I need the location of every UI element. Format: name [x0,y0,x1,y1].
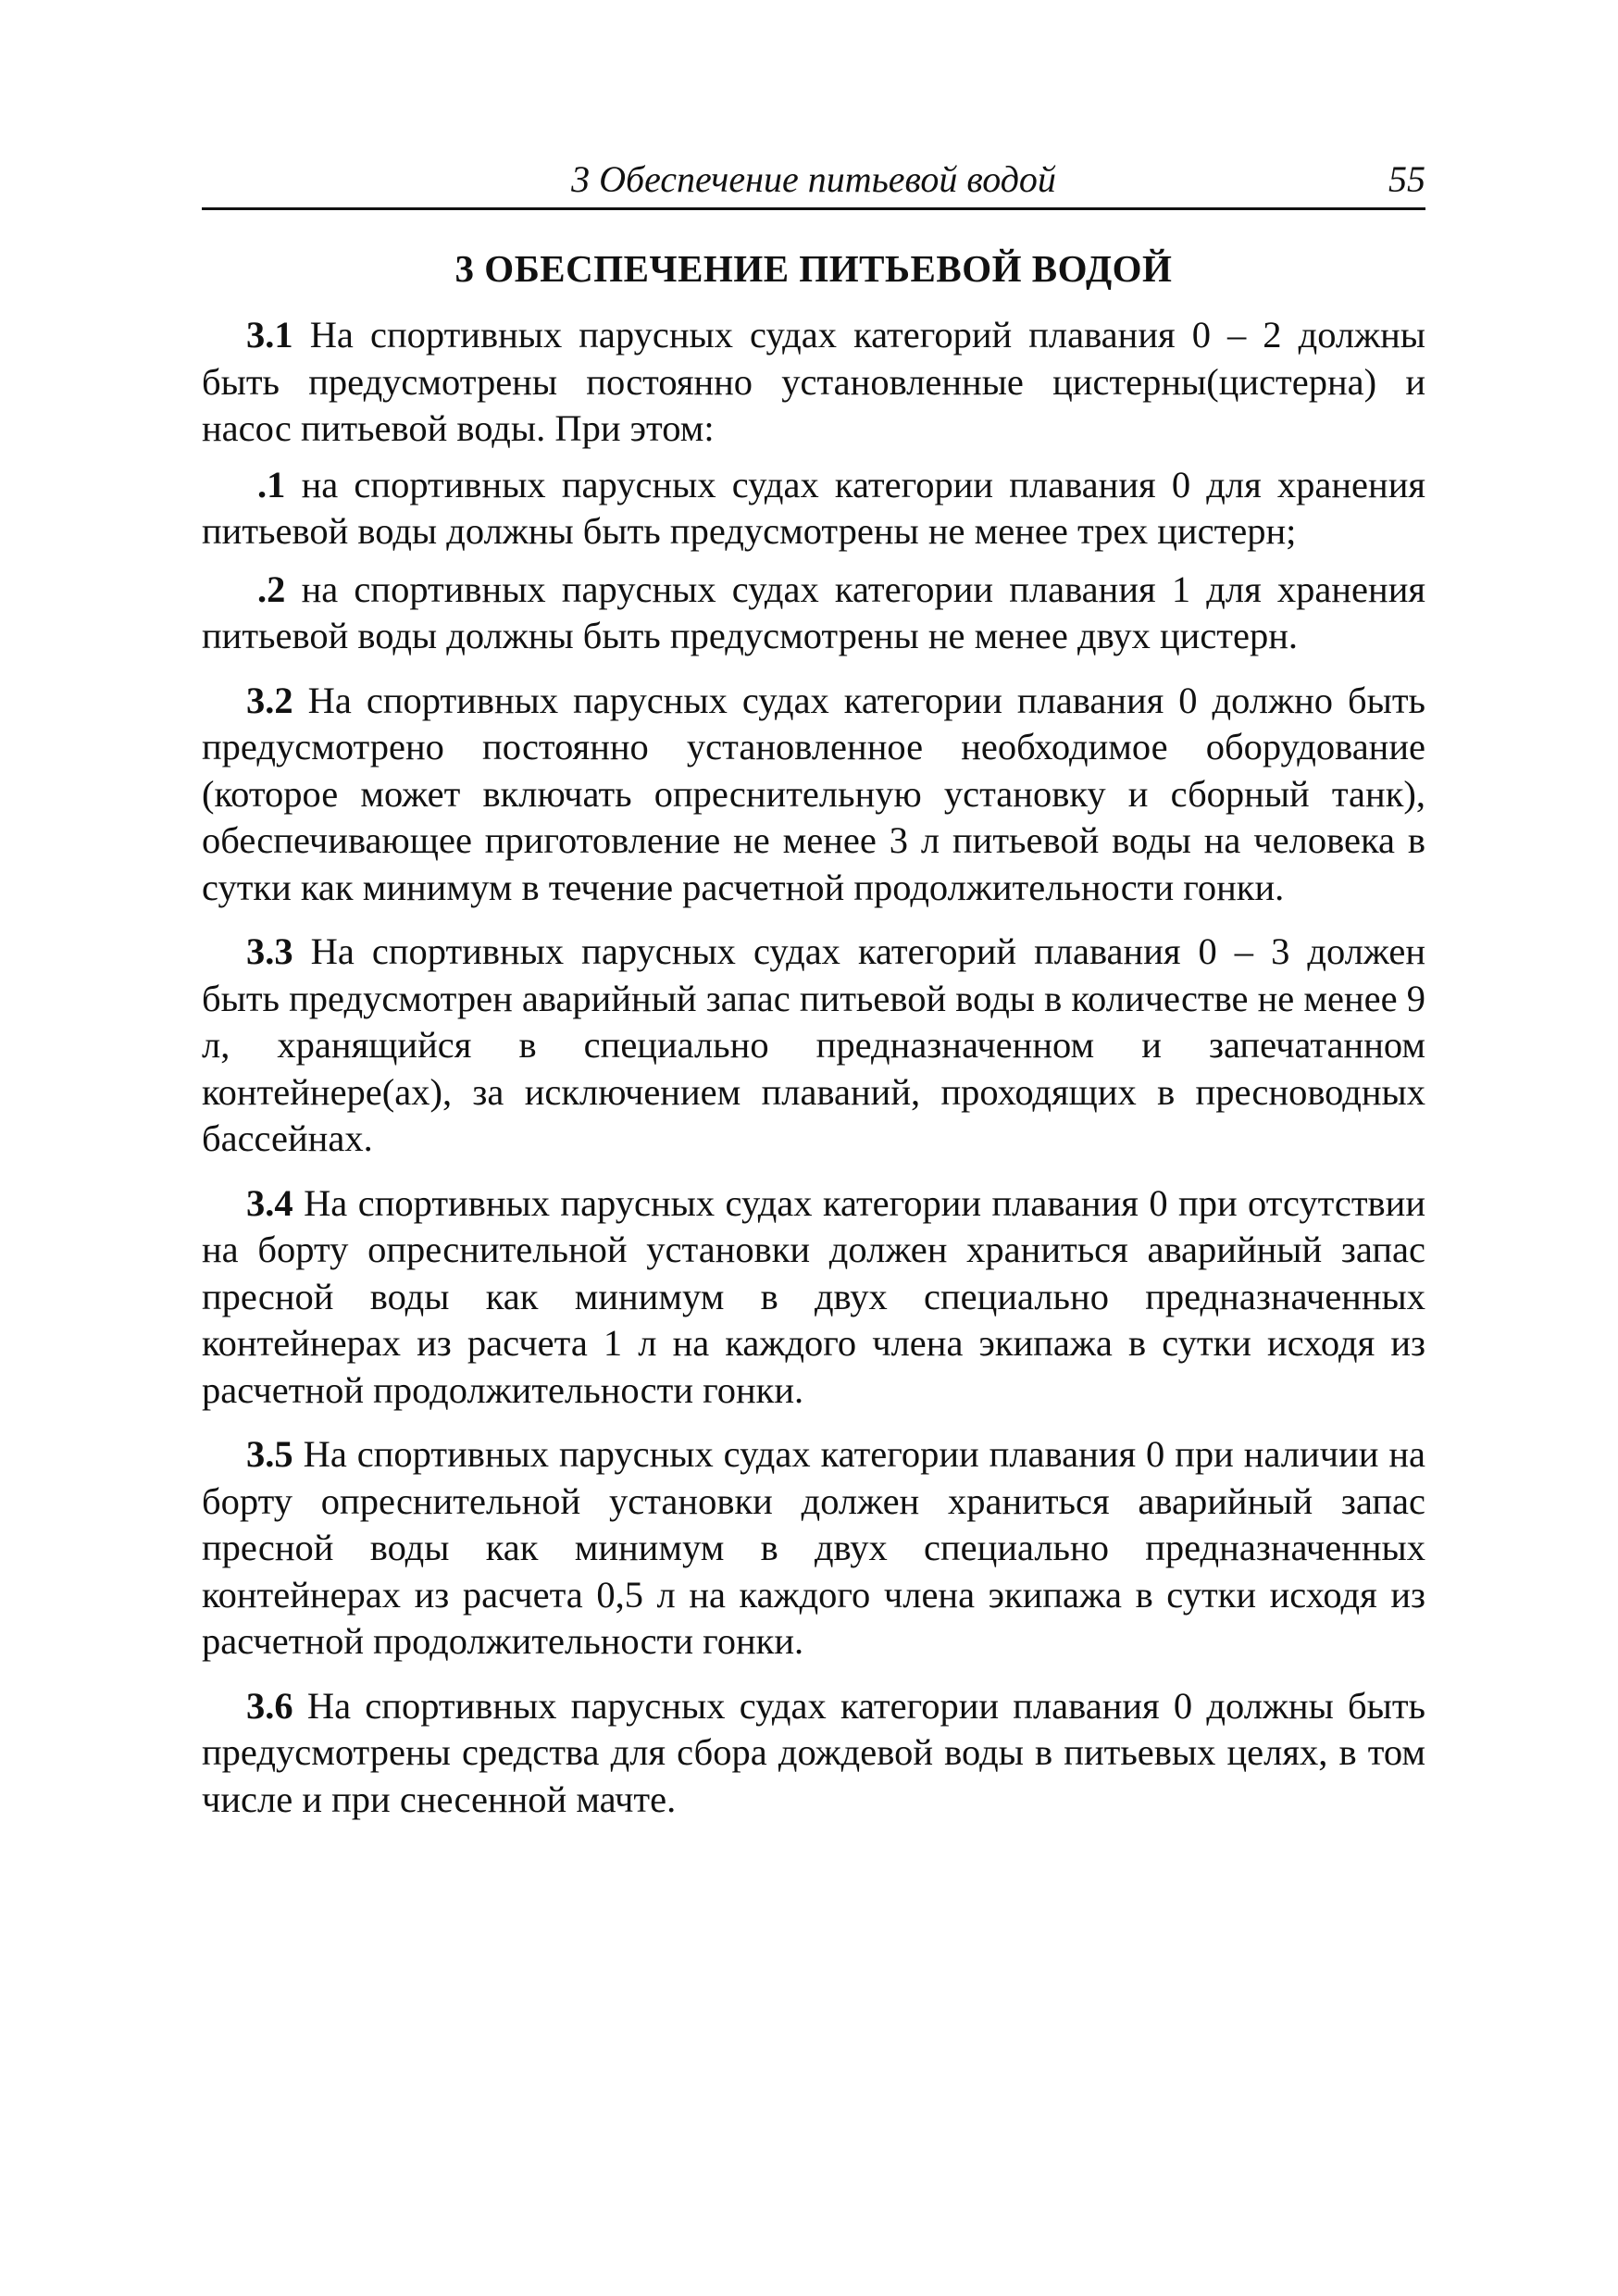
paragraph-3-6 [202,1683,1425,1824]
running-header [202,156,1425,210]
subitem-3-1-1 [202,462,1425,555]
paragraph-number: 3.6 [246,1684,293,1727]
paragraph-3-4 [202,1180,1425,1415]
paragraph-3-3 [202,929,1425,1163]
paragraph-number: 3.2 [246,679,293,721]
paragraph-3-2 [202,678,1425,912]
paragraph-text: На спортивных парусных судах категории плавания 0 должны быть предусмотрены средства для сбора дождевой воды в питьевых целях, в том числе и при снесенной мачте. [202,1684,1426,1820]
paragraph-number: 3.1 [246,314,293,356]
page-number: 55 [1388,158,1425,200]
paragraph-text: На спортивных парусных судах категории плавания 0 при отсутствии на борту опреснительной установки должен храниться аварийный запас пресной воды как минимум в двух специально предназначенных контейнерах из расчета 1 л на каждого члена экипажа в сутки исходя из расчетной продолжительности гонки. [202,1181,1425,1411]
running-title: 3 Обеспечение питьевой водой [571,158,1056,200]
paragraph-text: На спортивных парусных судах категорий плавания 0 – 3 должен быть предусмотрен аварийный запас питьевой воды в количестве не менее 9 л, хранящийся в специально предназначенном и запечатанном контейнере(ах), за исключением плаваний, проходящих в пресноводных бассейнах. [202,930,1426,1159]
section-title: 3 ОБЕСПЕЧЕНИЕ ПИТЬЕВОЙ ВОДОЙ [454,247,1173,290]
subitem-text: на спортивных парусных судах категории плавания 0 для хранения питьевой воды должны быть предусмотрены не менее трех цистерн; [202,463,1426,552]
paragraph-3-1 [202,312,1425,453]
paragraph-text: На спортивных парусных судах категорий плавания 0 – 2 должны быть предусмотрены постоянно установленные цистерны(цистерна) и насос питьевой воды. При этом: [202,314,1426,449]
paragraph-3-5 [202,1431,1425,1666]
subitem-number: .1 [257,463,286,505]
paragraph-number: 3.3 [246,930,293,972]
paragraph-text: На спортивных парусных судах категории плавания 0 должно быть предусмотрено постоянно установленное необходимое оборудование (которое может включать опреснительную установку и сборный танк), обеспечивающее приготовление не менее 3 л питьевой воды на человека в сутки как минимум в течение расчетной продолжительности гонки. [202,679,1425,908]
paragraph-number: 3.4 [246,1181,293,1224]
subitem-3-1-2 [202,567,1425,660]
subitem-number: .2 [257,568,286,610]
paragraph-text: На спортивных парусных судах категории плавания 0 при наличии на борту опреснительной установки должен храниться аварийный запас пресной воды как минимум в двух специально предназначенных контейнерах из расчета 0,5 л на каждого члена экипажа в сутки исходя из расчетной продолжительности гонки. [202,1433,1426,1662]
document-page [202,156,1425,1823]
subitem-text: на спортивных парусных судах категории плавания 1 для хранения питьевой воды должны быть предусмотрены не менее двух цистерн. [202,568,1426,656]
paragraph-number: 3.5 [246,1433,293,1475]
